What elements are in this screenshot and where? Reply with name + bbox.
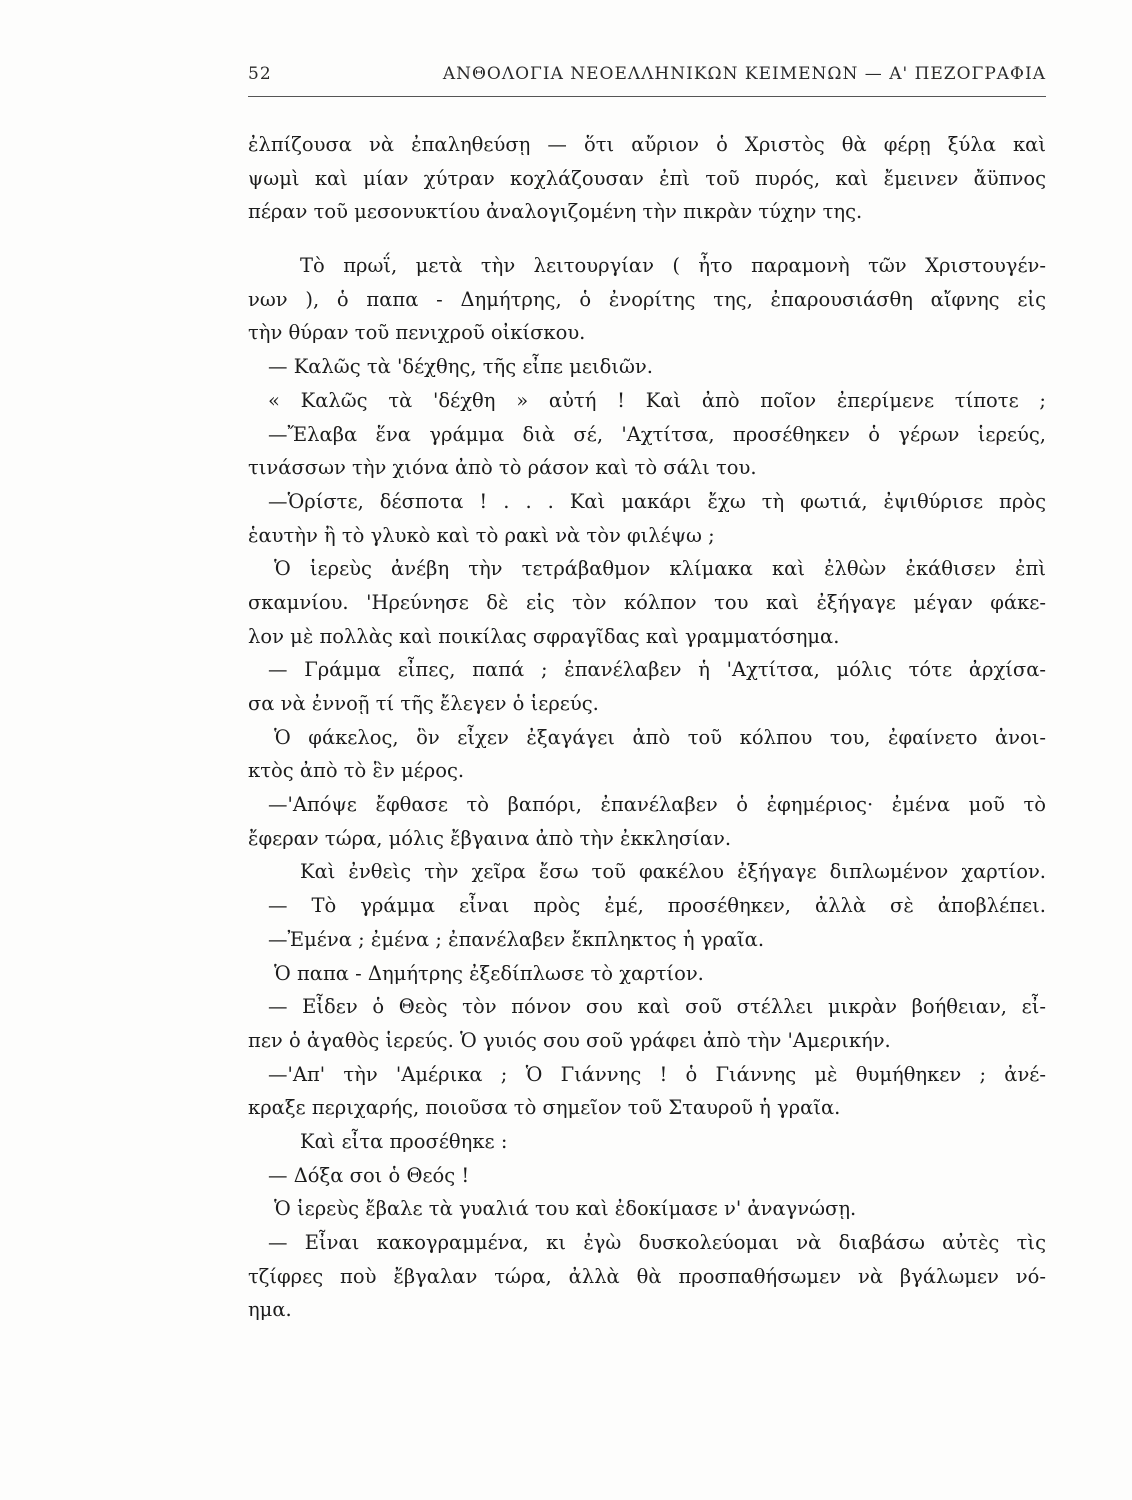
- text-line: πέραν τοῦ μεσονυκτίου ἀναλογιζομένη τὴν πικρὰν τύχην της.: [248, 200, 863, 224]
- text-line: τζίφρες ποὺ ἔβγαλαν τώρα, ἀλλὰ θὰ προσπαθήσωμεν νὰ βγάλωμεν νό-: [248, 1264, 1046, 1288]
- text-line: κραξε περιχαρής, ποιοῦσα τὸ σημεῖον τοῦ Σταυροῦ ἡ γραῖα.: [248, 1096, 841, 1120]
- text-line: ἑαυτὴν ἢ τὸ γλυκὸ καὶ τὸ ρακὶ νὰ τὸν φιλέψω ;: [248, 523, 715, 547]
- text-line: σα νὰ ἐννοῇ τί τῆς ἔλεγεν ὁ ἱερεύς.: [248, 692, 599, 715]
- text-line: —Ὁρίστε, δέσποτα ! . . . Καὶ μακάρι ἔχω τὴ φωτιά, ἐψιθύρισε πρὸς: [268, 489, 1046, 513]
- text-line: ἔφεραν τώρα, μόλις ἔβγαινα ἀπὸ τὴν ἐκκλησίαν.: [248, 826, 732, 850]
- text-line: ημα.: [248, 1298, 292, 1322]
- text-line: Ὁ ἱερεὺς ἔβαλε τὰ γυαλιά του καὶ ἐδοκίμασε ν' ἀναγνώσῃ.: [274, 1197, 857, 1221]
- text-line: λον μὲ πολλὰς καὶ ποικίλας σφραγῖδας καὶ γραμματόσημα.: [248, 624, 840, 648]
- text-line: — Γράμμα εἶπες, παπά ; ἐπανέλαβεν ἡ 'Αχτίτσα, μόλις τότε ἀρχίσα-: [268, 658, 1046, 682]
- text-line: τινάσσων τὴν χιόνα ἀπὸ τὸ ράσον καὶ τὸ σάλι του.: [248, 456, 757, 480]
- text-line: κτὸς ἀπὸ τὸ ἓν μέρος.: [248, 759, 465, 783]
- text-line: — Καλῶς τὰ 'δέχθης, τῆς εἶπε μειδιῶν.: [268, 355, 653, 379]
- body-text: [248, 128, 1046, 1327]
- header-rule: [248, 96, 1046, 97]
- text-line: Ὁ ἱερεὺς ἀνέβη τὴν τετράβαθμον κλίμακα καὶ ἐλθὼν ἐκάθισεν ἐπὶ: [274, 557, 1046, 581]
- text-line: — Δόξα σοι ὁ Θεός !: [268, 1163, 470, 1187]
- text-line: — Εἶδεν ὁ Θεὸς τὸν πόνον σου καὶ σοῦ στέλλει μικρὰν βοήθειαν, εἶ-: [268, 995, 1046, 1019]
- text-line: — Εἶναι κακογραμμένα, κι ἐγὼ δυσκολεύομαι νὰ διαβάσω αὐτὲς τὶς: [268, 1231, 1046, 1254]
- text-line: τὴν θύραν τοῦ πενιχροῦ οἰκίσκου.: [248, 321, 586, 345]
- text-line: ψωμὶ καὶ μίαν χύτραν κοχλάζουσαν ἐπὶ τοῦ πυρός, καὶ ἔμεινεν ἄϋπνος: [248, 166, 1046, 190]
- text-line: Καὶ ἐνθεὶς τὴν χεῖρα ἔσω τοῦ φακέλου ἐξήγαγε διπλωμένον χαρτίον.: [300, 860, 1046, 884]
- text-line: —Ἐμένα ; ἐμένα ; ἐπανέλαβεν ἔκπληκτος ἡ γραῖα.: [268, 927, 765, 951]
- paragraph-gap: [248, 229, 1046, 249]
- text-line: — Τὸ γράμμα εἶναι πρὸς ἐμέ, προσέθηκεν, ἀλλὰ σὲ ἀποβλέπει.: [268, 894, 1046, 918]
- text-line: Ὁ φάκελος, ὃν εἶχεν ἐξαγάγει ἀπὸ τοῦ κόλπου του, ἐφαίνετο ἀνοι-: [274, 725, 1046, 749]
- text-line: —'Απόψε ἔφθασε τὸ βαπόρι, ἐπανέλαβεν ὁ ἐφημέριος· ἐμένα μοῦ τὸ: [268, 793, 1046, 817]
- text-line: νων ), ὁ παπα - Δημήτρης, ὁ ἐνορίτης της, ἐπαρουσιάσθη αἴφνης εἰς: [248, 287, 1046, 311]
- text-line: —Ἔλαβα ἕνα γράμμα διὰ σέ, 'Αχτίτσα, προσέθηκεν ὁ γέρων ἱερεύς,: [268, 422, 1046, 446]
- page-number: 52: [248, 64, 272, 84]
- text-line: σκαμνίου. 'Ηρεύνησε δὲ εἰς τὸν κόλπον του καὶ ἐξήγαγε μέγαν φάκε-: [248, 590, 1046, 614]
- text-line: Ὁ παπα - Δημήτρης ἐξεδίπλωσε τὸ χαρτίον.: [274, 961, 704, 985]
- text-line: ἐλπίζουσα νὰ ἐπαληθεύσῃ — ὅτι αὔριον ὁ Χριστὸς θὰ φέρῃ ξύλα καὶ: [248, 133, 1046, 156]
- text-line: Τὸ πρωΐ, μετὰ τὴν λειτουργίαν ( ἦτο παραμονὴ τῶν Χριστουγέν-: [300, 254, 1046, 278]
- running-header: [248, 64, 1046, 92]
- text-line: —'Απ' τὴν 'Αμέρικα ; Ὁ Γιάννης ! ὁ Γιάννης μὲ θυμήθηκεν ; ἀνέ-: [268, 1062, 1046, 1086]
- text-line: πεν ὁ ἀγαθὸς ἱερεύς. Ὁ γυιός σου σοῦ γράφει ἀπὸ τὴν 'Αμερικήν.: [248, 1028, 891, 1052]
- text-line: « Καλῶς τὰ 'δέχθη » αὐτή ! Καὶ ἀπὸ ποῖον ἐπερίμενε τίποτε ;: [268, 388, 1046, 412]
- text-line: Καὶ εἶτα προσέθηκε :: [300, 1129, 508, 1153]
- running-title: ΑΝΘΟΛΟΓΙΑ ΝΕΟΕΛΛΗΝΙΚΩΝ ΚΕΙΜΕΝΩΝ — Α' ΠΕΖΟΓΡΑΦΙΑ: [442, 64, 1046, 84]
